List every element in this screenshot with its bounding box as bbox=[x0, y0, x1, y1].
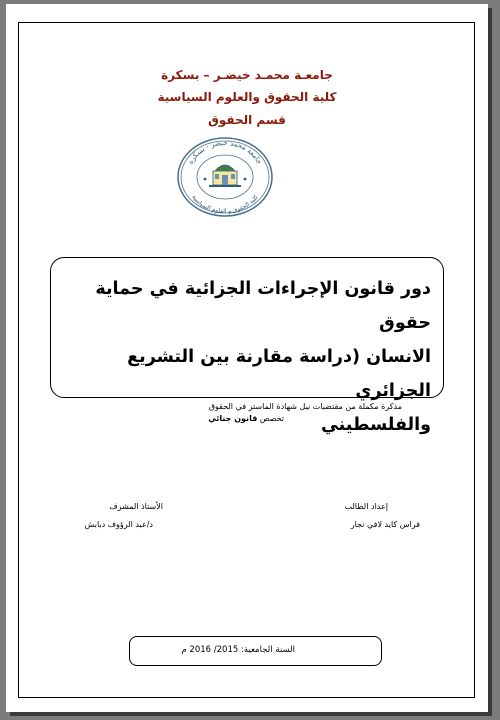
academic-year: السنة الجامعية: 2015/ 2016 م bbox=[181, 645, 295, 655]
student-label: إعداد الطالب bbox=[344, 502, 388, 511]
academic-year-box bbox=[129, 636, 382, 666]
supervisor-label: الأستاذ المشرف bbox=[109, 502, 163, 511]
specialty-line bbox=[208, 414, 284, 423]
supervisor-name: د/عبد الرؤوف دبابش bbox=[84, 520, 153, 529]
university-seal-logo bbox=[175, 135, 275, 219]
department-name: قسم الحقوق bbox=[208, 113, 286, 127]
specialty-name: قانون جنائي bbox=[208, 414, 258, 423]
thesis-title-line-3: والفلسطيني bbox=[320, 415, 431, 435]
seal-ring-text-top: جامعة محمد خيضر - بسكرة bbox=[186, 138, 264, 166]
seal-ring-text-bottom: كلية الحقوق و العلوم السياسية bbox=[190, 193, 260, 216]
document-page bbox=[6, 4, 488, 712]
degree-statement: مذكرة مكملة من مقتضيات نيل شهادة الماستر في الحقوق bbox=[208, 402, 402, 411]
student-name: فراس كايد لافي نجار bbox=[350, 520, 420, 529]
university-name: جامعـة محمـد خيضـر – بسكرة bbox=[161, 68, 333, 82]
thesis-title-line-2: الانسان (دراسة مقارنة بين التشريع الجزائري bbox=[127, 347, 431, 401]
thesis-title-line-1: دور قانون الإجراءات الجزائية في حماية حقوق bbox=[95, 279, 431, 333]
faculty-name: كلية الحقوق والعلوم السياسية bbox=[157, 90, 337, 104]
university-seal-icon bbox=[175, 135, 275, 219]
specialty-prefix: تخصص bbox=[259, 414, 284, 423]
